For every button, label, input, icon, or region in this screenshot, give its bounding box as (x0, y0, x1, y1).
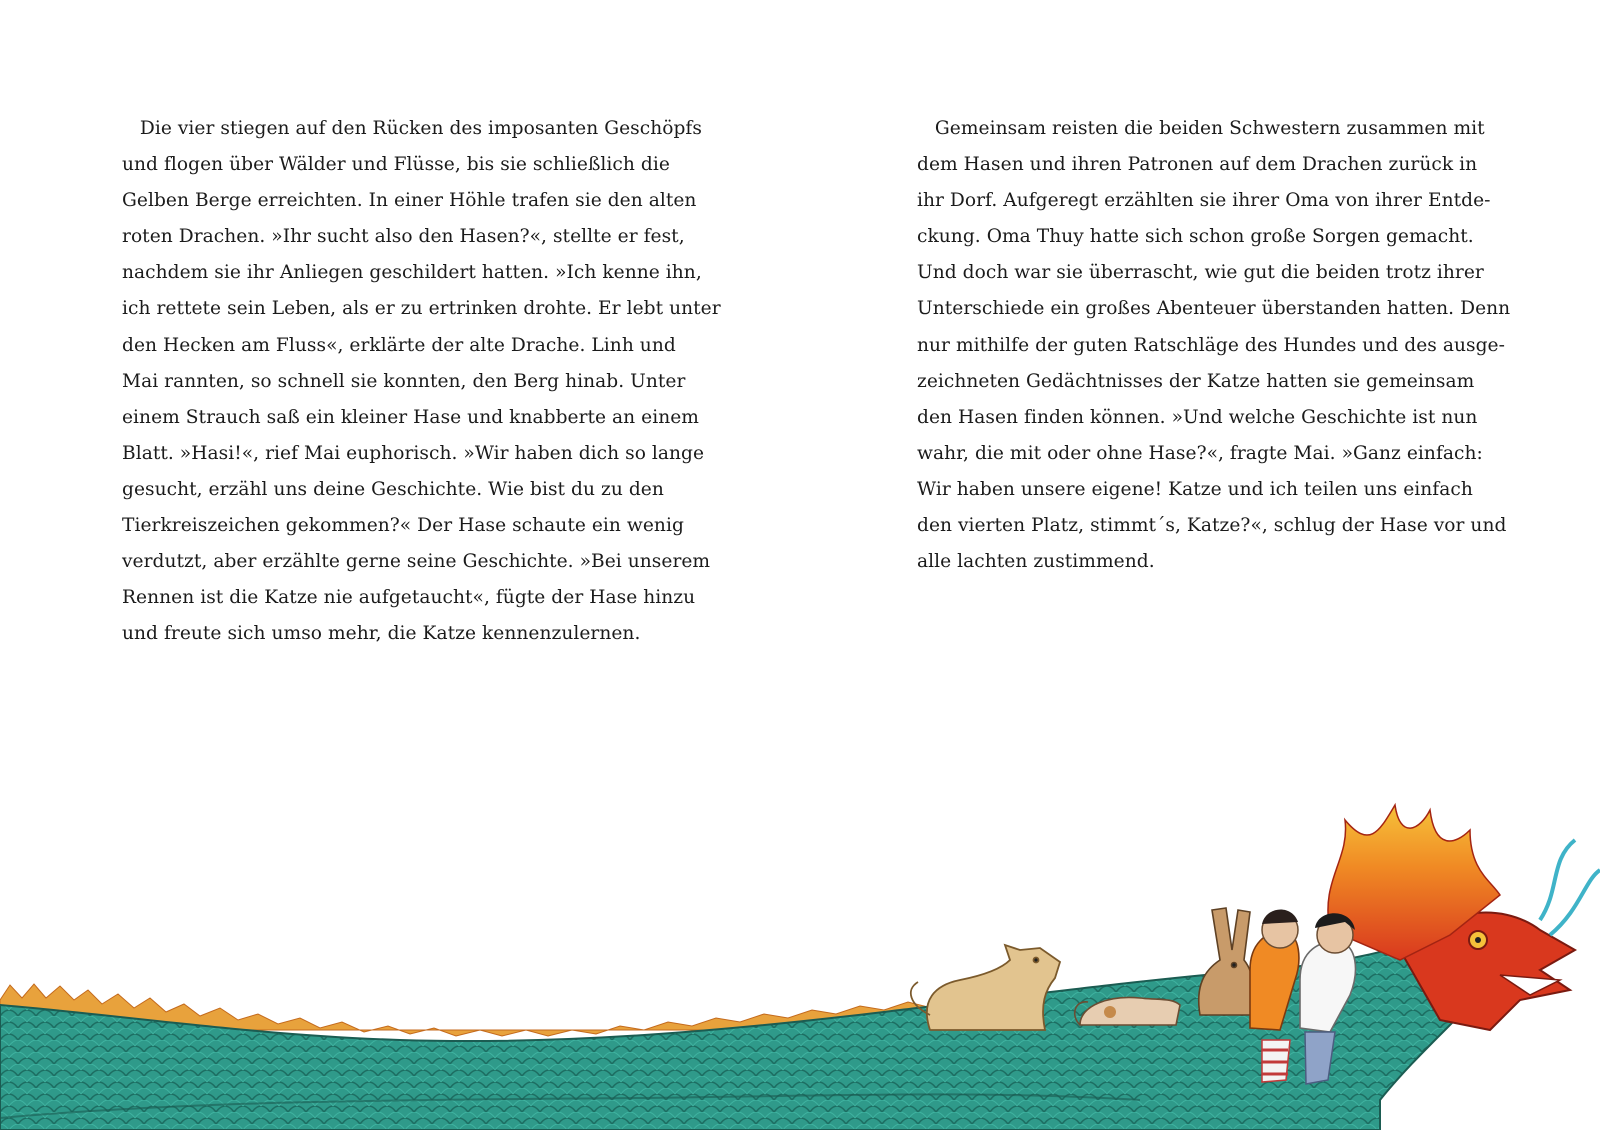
right-paragraph-line: den Hasen finden können. »Und welche Geschichte ist nun (917, 406, 1478, 428)
left-paragraph-line: verdutzt, aber erzählte gerne seine Geschichte. »Bei unserem (122, 551, 711, 573)
left-paragraph-line: Tierkreiszeichen gekommen?« Der Hase schaute ein wenig (122, 515, 684, 537)
left-paragraph-line: ich rettete sein Leben, als er zu ertrinken drohte. Er lebt unter (122, 298, 721, 320)
left-paragraph-line: einem Strauch saß ein kleiner Hase und knabberte an einem (122, 406, 699, 428)
left-page-text (122, 111, 721, 652)
right-paragraph-line: den vierten Platz, stimmt´s, Katze?«, schlug der Hase vor und (917, 515, 1507, 537)
left-paragraph-line: und flogen über Wälder und Flüsse, bis sie schließlich die (122, 154, 670, 176)
dragon-illustration (0, 800, 1600, 1130)
right-paragraph-line: ckung. Oma Thuy hatte sich schon große Sorgen gemacht. (917, 226, 1474, 248)
left-paragraph-line: nachdem sie ihr Anliegen geschildert hatten. »Ich kenne ihn, (122, 262, 702, 284)
left-paragraph-line: Die vier stiegen auf den Rücken des imposanten Geschöpfs (122, 118, 702, 139)
right-paragraph-line: Und doch war sie überrascht, wie gut die beiden trotz ihrer (917, 262, 1484, 284)
right-paragraph-line: Wir haben unsere eigene! Katze und ich teilen uns einfach (917, 478, 1473, 500)
right-page-text (917, 111, 1510, 580)
rabbit-figure (1199, 908, 1254, 1015)
right-paragraph-line: alle lachten zustimmend. (917, 551, 1155, 573)
dog-figure (911, 945, 1060, 1030)
right-paragraph-line: wahr, die mit oder ohne Hase?«, fragte Mai. »Ganz einfach: (917, 442, 1483, 464)
right-paragraph-line: ihr Dorf. Aufgeregt erzählten sie ihrer Oma von ihrer Entde- (917, 190, 1491, 212)
right-paragraph-line: dem Hasen und ihren Patronen auf dem Drachen zurück in (917, 154, 1478, 176)
left-paragraph-line: Mai rannten, so schnell sie konnten, den Berg hinab. Unter (122, 370, 686, 392)
right-paragraph-line: Unterschiede ein großes Abenteuer überstanden hatten. Denn (917, 298, 1511, 320)
left-paragraph-line: den Hecken am Fluss«, erklärte der alte Drache. Linh und (122, 334, 676, 356)
right-paragraph-line: zeichneten Gedächtnisses der Katze hatten sie gemeinsam (917, 370, 1475, 392)
left-paragraph-line: Rennen ist die Katze nie aufgetaucht«, fügte der Hase hinzu (122, 587, 696, 609)
left-paragraph-line: roten Drachen. »Ihr sucht also den Hasen?«, stellte er fest, (122, 226, 685, 248)
right-paragraph-line: Gemeinsam reisten die beiden Schwestern zusammen mit (917, 118, 1485, 139)
right-paragraph-line: nur mithilfe der guten Ratschläge des Hundes und des ausge- (917, 334, 1505, 356)
left-paragraph-line: Blatt. »Hasi!«, rief Mai euphorisch. »Wir haben dich so lange (122, 442, 705, 464)
left-paragraph-line: und freute sich umso mehr, die Katze kennenzulernen. (122, 623, 641, 645)
left-paragraph-line: Gelben Berge erreichten. In einer Höhle trafen sie den alten (122, 190, 697, 212)
left-paragraph-line: gesucht, erzähl uns deine Geschichte. Wie bist du zu den (122, 478, 664, 500)
